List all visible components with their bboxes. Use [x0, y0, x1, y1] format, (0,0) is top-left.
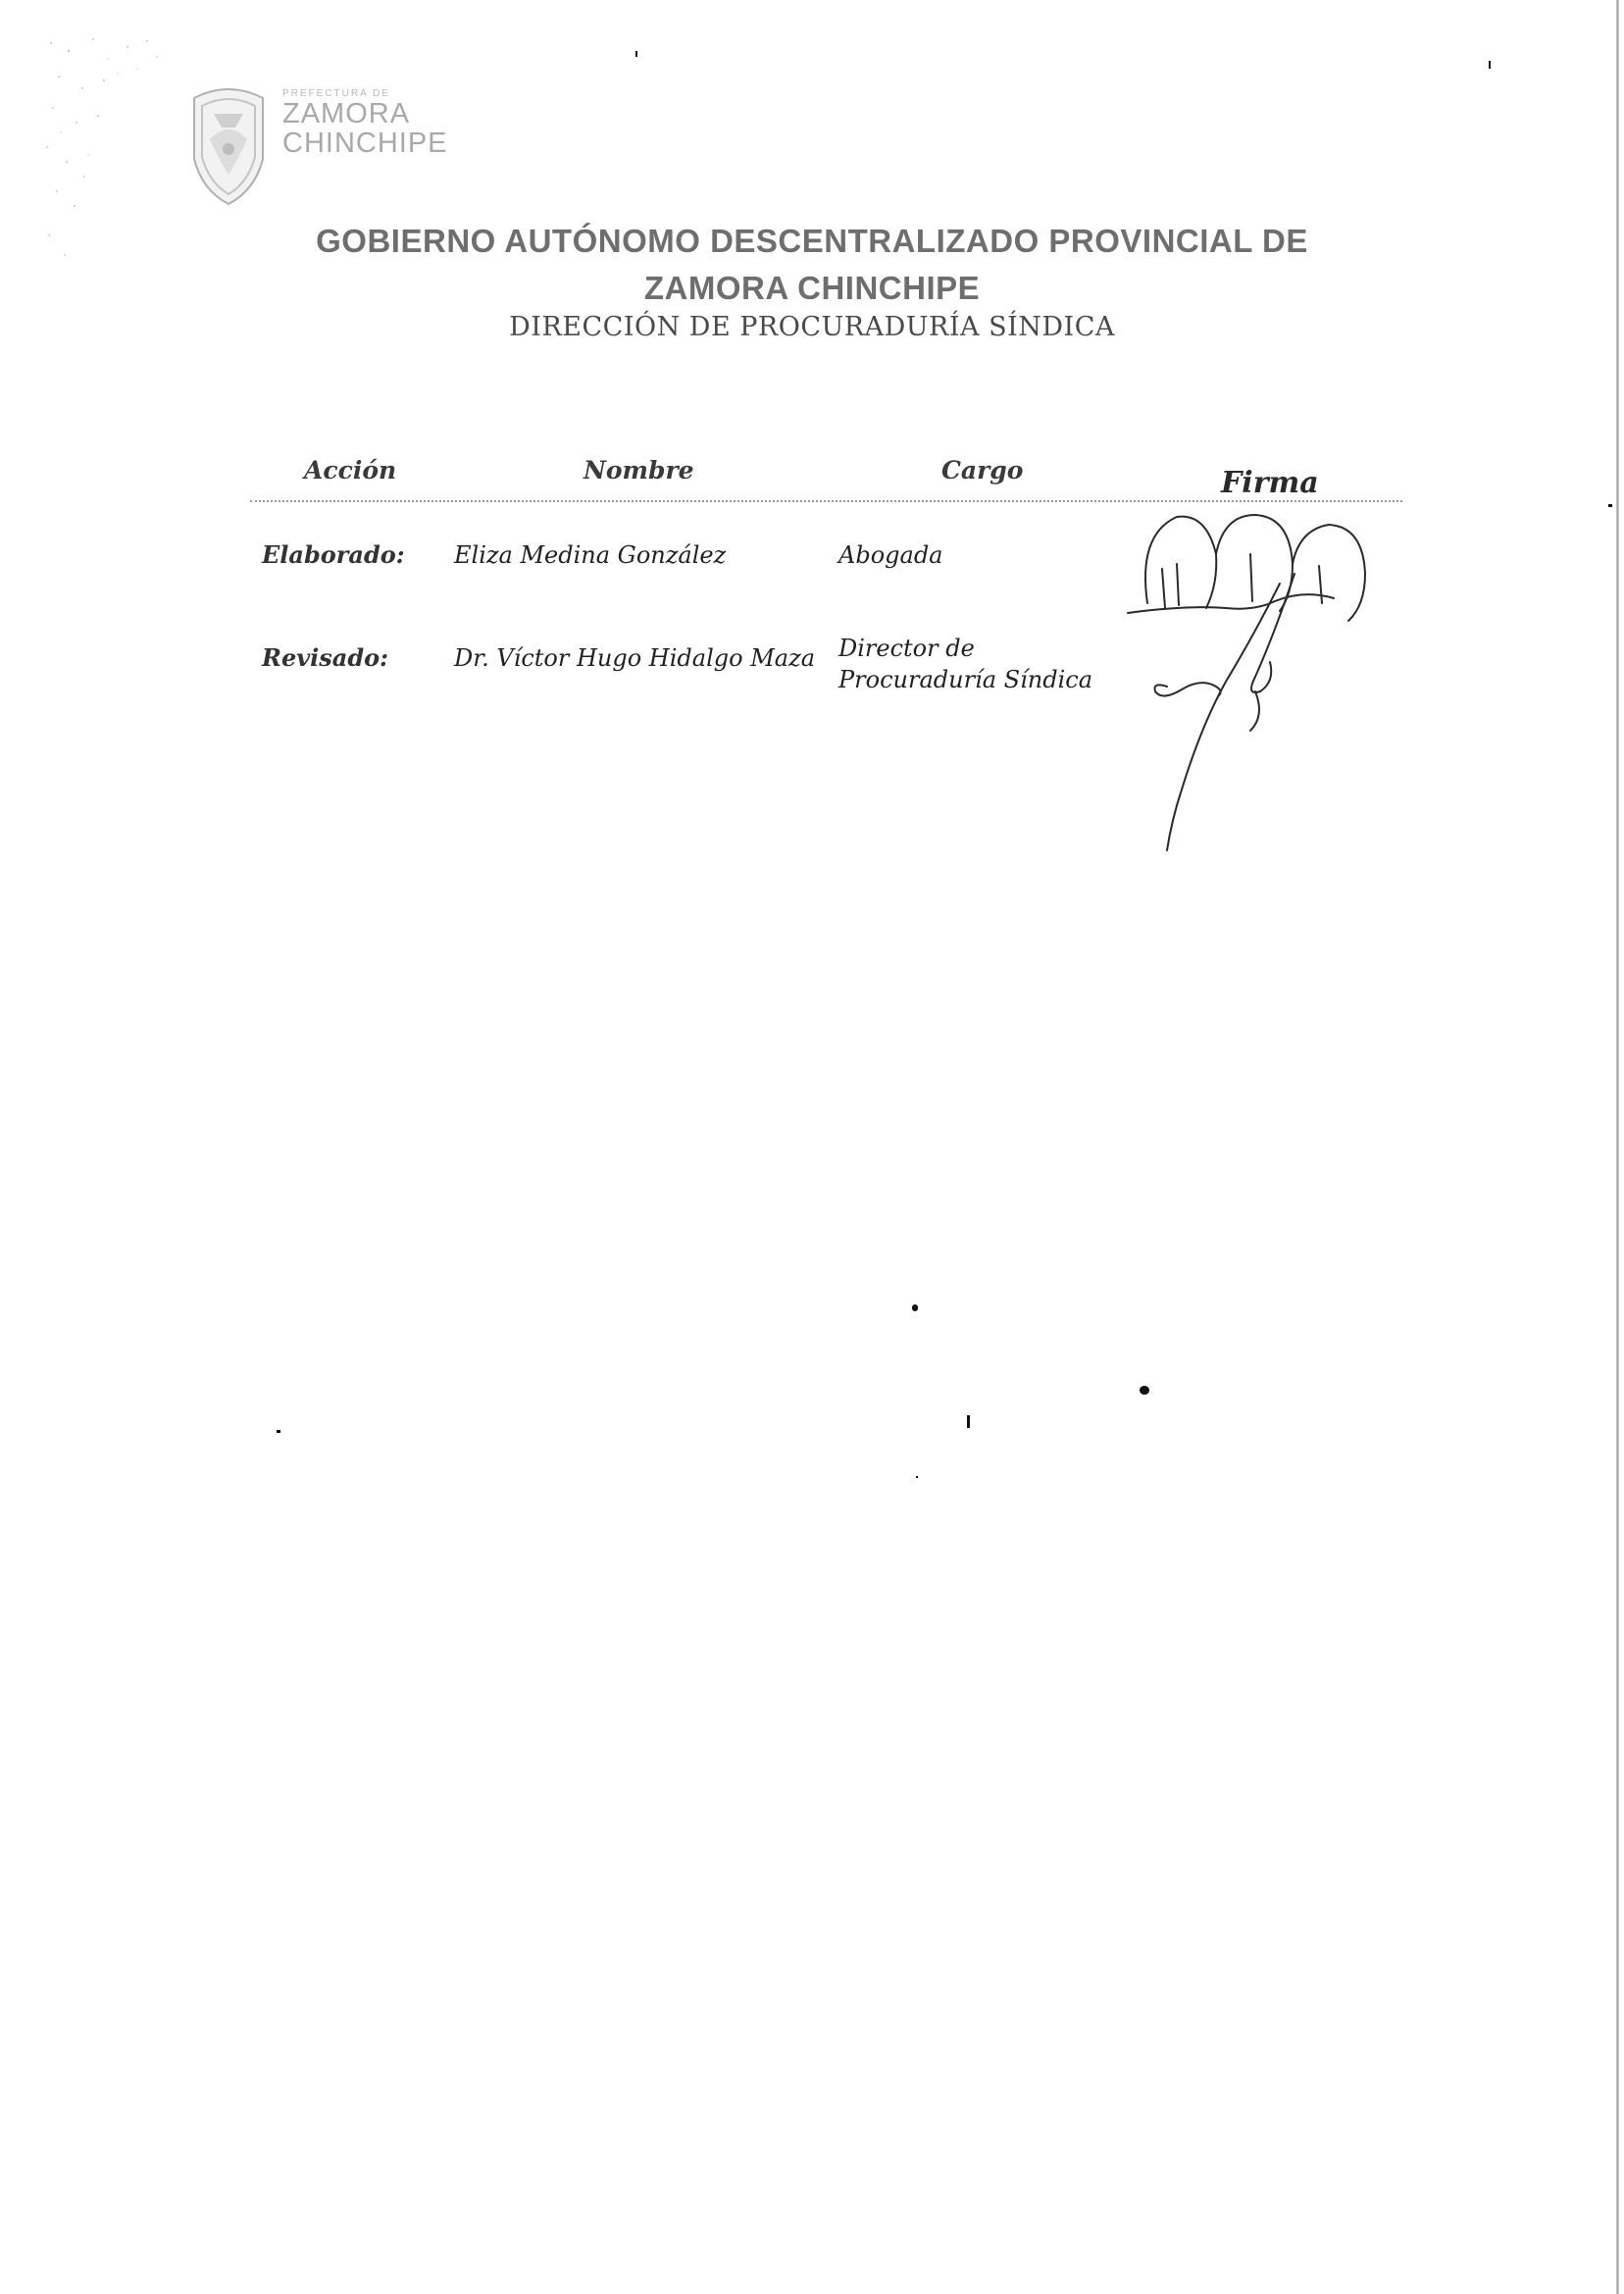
document-heading [0, 218, 1624, 312]
scan-edge [1616, 0, 1619, 2294]
row-elaborado-nombre: Eliza Medina González [454, 541, 727, 569]
scan-dust-mark [1140, 1386, 1149, 1395]
scan-dust-mark [912, 1304, 918, 1311]
row-elaborado-accion: Elaborado: [262, 540, 405, 569]
row-revisado-cargo-line-2: Procuraduría Síndica [838, 666, 1093, 693]
logo-line-1: ZAMORA [282, 98, 411, 129]
header-nombre: Nombre [584, 456, 694, 484]
row-revisado-accion: Revisado: [262, 643, 388, 672]
logo-subtitle: PREFECTURA DE [282, 88, 390, 99]
scan-dust-mark [967, 1415, 970, 1428]
scan-dust-mark [1608, 504, 1612, 507]
heading-line-1: GOBIERNO AUTÓNOMO DESCENTRALIZADO PROVINCIAL DE [316, 223, 1308, 259]
scan-dust-mark [635, 51, 637, 57]
scan-dust-mark [916, 1476, 918, 1478]
scan-dust-mark [1489, 61, 1491, 69]
row-elaborado-cargo: Abogada [838, 541, 943, 569]
row-revisado-cargo-line-1: Director de [838, 635, 975, 662]
scan-dust-mark [277, 1430, 280, 1433]
handwritten-signature [1108, 495, 1402, 858]
row-revisado-nombre: Dr. Víctor Hugo Hidalgo Maza [454, 644, 816, 672]
heading-line-2: ZAMORA CHINCHIPE [643, 270, 981, 306]
header-accion: Acción [304, 456, 397, 484]
logo-line-2: CHINCHIPE [282, 127, 448, 159]
header-firma: Firma [1221, 466, 1319, 500]
department-title: DIRECCIÓN DE PROCURADURÍA SÍNDICA [509, 312, 1115, 342]
shield-emblem-icon [184, 80, 273, 208]
header-cargo: Cargo [941, 456, 1024, 484]
prefecture-logo [184, 80, 459, 208]
